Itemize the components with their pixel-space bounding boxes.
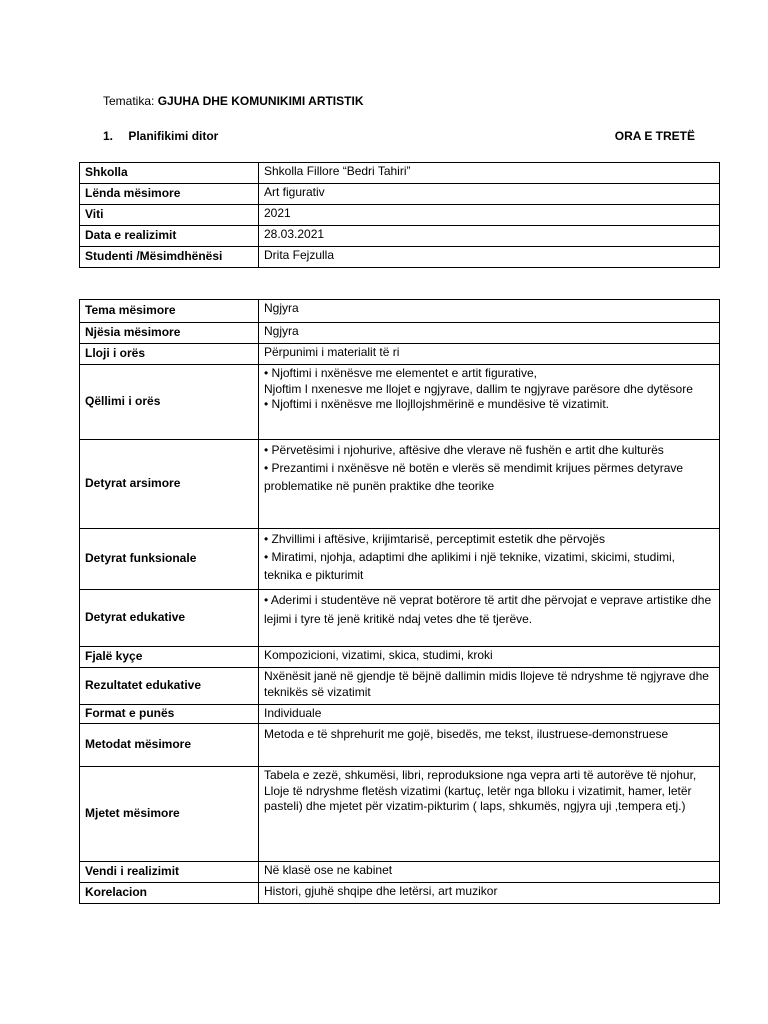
row-label: Rezultatet edukative (80, 668, 259, 705)
table-row (80, 590, 720, 647)
value-line: • Zhvillimi i aftësive, krijimtarisë, perceptimit estetik dhe përvojës (264, 532, 605, 546)
row-value: Kompozicioni, vizatimi, skica, studimi, kroki (259, 647, 720, 668)
row-label: Format e punës (80, 705, 259, 724)
table-row (80, 184, 720, 205)
section-title: Planifikimi ditor (128, 129, 219, 143)
table-row (80, 323, 720, 344)
row-value: Individuale (259, 705, 720, 724)
theme-label: Tematika: (103, 94, 155, 108)
row-label: Mjetet mësimore (80, 767, 259, 862)
theme-line (103, 94, 363, 108)
row-value (259, 529, 720, 590)
table-row (80, 440, 720, 529)
table-row (80, 300, 720, 323)
row-label: Lënda mësimore (80, 184, 259, 205)
row-label: Shkolla (80, 163, 259, 184)
table-row (80, 529, 720, 590)
row-value: Histori, gjuhë shqipe dhe letërsi, art muzikor (259, 883, 720, 904)
row-label: Data e realizimit (80, 226, 259, 247)
row-label: Fjalë kyçe (80, 647, 259, 668)
value-line: Tabela e zezë, shkumësi, libri, reproduksione nga vepra arti të autorëve të njohur, (264, 768, 697, 782)
table-row (80, 883, 720, 904)
row-value: Drita Fejzulla (259, 247, 720, 268)
value-line: • Miratimi, njohja, adaptimi dhe aplikimi i një teknike, vizatimi, skicimi, studimi, teknika e pikturimit (264, 550, 675, 582)
row-label: Vendi i realizimit (80, 862, 259, 883)
row-label: Viti (80, 205, 259, 226)
row-value: Në klasë ose ne kabinet (259, 862, 720, 883)
row-value: Shkolla Fillore “Bedri Tahiri” (259, 163, 720, 184)
row-label: Lloji i orës (80, 344, 259, 365)
row-value: Ngjyra (259, 323, 720, 344)
row-value: 2021 (259, 205, 720, 226)
value-line: • Përvetësimi i njohurive, aftësive dhe vlerave në fushën e artit dhe kulturës (264, 443, 664, 457)
row-value: Ngjyra (259, 300, 720, 323)
row-value: Art figurativ (259, 184, 720, 205)
general-info-table (79, 162, 720, 268)
value-line: • Njoftimi i nxënësve me llojllojshmërinë e mundësive të vizatimit. (264, 397, 609, 412)
value-line: Njoftim I nxenesve me llojet e ngjyrave, dallim te ngjyrave parësore dhe dytësore (264, 381, 693, 396)
row-label: Njësia mësimore (80, 323, 259, 344)
row-label: Detyrat arsimore (80, 440, 259, 529)
table-row (80, 724, 720, 767)
row-value (259, 440, 720, 529)
hour-label: ORA E TRETË (614, 129, 695, 143)
row-label: Qëllimi i orës (80, 365, 259, 440)
table-row (80, 767, 720, 862)
section-number: 1. (103, 129, 114, 143)
row-value: Nxënësit janë në gjendje të bëjnë dallimin midis llojeve të ndryshme të ngjyrave dhe teknikës së vizatimit (259, 668, 720, 705)
row-label: Studenti /Mësimdhënësi (80, 247, 259, 268)
value-line: Lloje të ndryshme fletësh vizatimi (kartuç, letër nga blloku i vizatimit, hamer, letër pasteli) dhe mjetet për vizatim-pikturim ( laps, shkumës, ngjyra uji ,tempera etj.) (264, 783, 692, 814)
lesson-plan-table (79, 299, 720, 904)
row-value (259, 365, 720, 440)
table-row (80, 365, 720, 440)
row-label: Detyrat funksionale (80, 529, 259, 590)
row-value (259, 767, 720, 862)
value-line: • Prezantimi i nxënësve në botën e vlerës së mendimit krijues përmes detyrave problematike në punën praktike dhe teorike (264, 461, 684, 493)
row-label: Detyrat edukative (80, 590, 259, 647)
row-value: • Aderimi i studentëve në veprat botërore të artit dhe përvojat e veprave artistike dhe lejimi i tyre të jenë kritikë ndaj vetes dhe të tjerëve. (259, 590, 720, 647)
row-label: Korelacion (80, 883, 259, 904)
section-heading (103, 129, 697, 143)
row-value: Metoda e të shprehurit me gojë, bisedës, me tekst, ilustruese-demonstruese (259, 724, 720, 767)
table-row (80, 705, 720, 724)
table-row (80, 226, 720, 247)
table-row (80, 344, 720, 365)
table-row (80, 647, 720, 668)
table-row (80, 205, 720, 226)
theme-value: GJUHA DHE KOMUNIKIMI ARTISTIK (157, 94, 364, 108)
table-row (80, 862, 720, 883)
table-row (80, 668, 720, 705)
table-row (80, 163, 720, 184)
row-label: Metodat mësimore (80, 724, 259, 767)
row-value: Përpunimi i materialit të ri (259, 344, 720, 365)
row-label: Tema mësimore (80, 300, 259, 323)
row-value: 28.03.2021 (259, 226, 720, 247)
value-line: • Njoftimi i nxënësve me elementet e artit figurative, (264, 366, 537, 380)
table-row (80, 247, 720, 268)
